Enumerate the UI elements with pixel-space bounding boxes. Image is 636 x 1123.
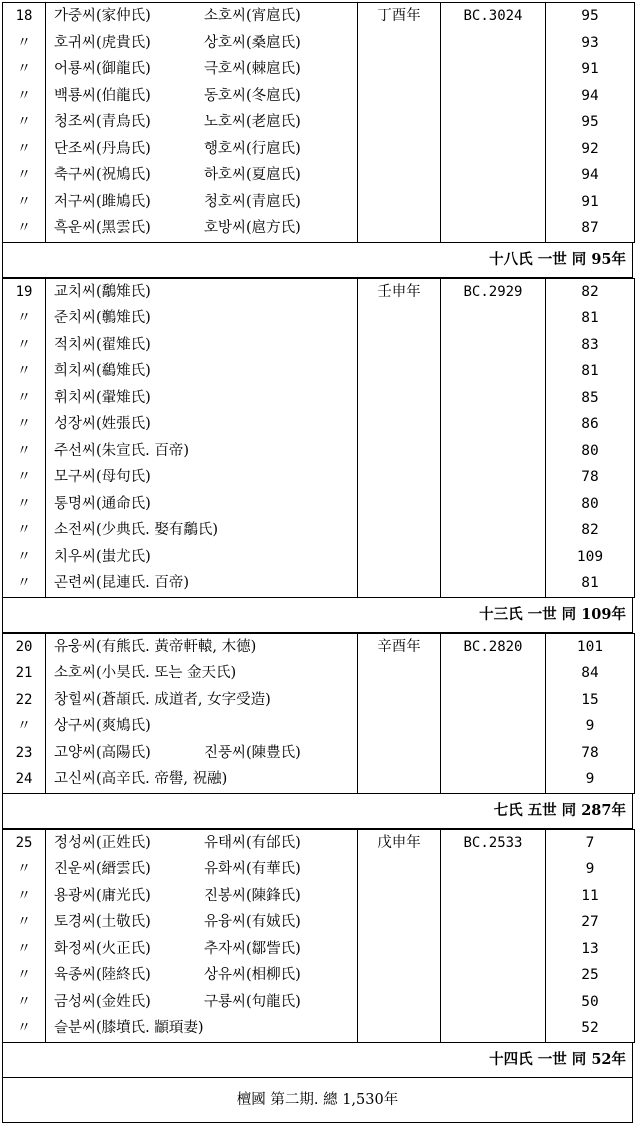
table-row (3, 438, 635, 465)
clan-name-primary: 고양씨(高陽氏) (54, 744, 151, 761)
bc-year (441, 544, 546, 571)
reign-years: 11 (546, 883, 635, 910)
clan-names-cell (46, 687, 358, 714)
reign-years: 27 (546, 909, 635, 936)
bc-year (441, 856, 546, 883)
reign-years: 78 (546, 740, 635, 767)
reign-years: 50 (546, 989, 635, 1016)
bc-year (441, 215, 546, 242)
clan-names-cell (46, 438, 358, 465)
clan-name-primary: 진운씨(縉雲氏) (54, 861, 151, 877)
clan-name-primary: 상구씨(爽鳩氏) (54, 718, 151, 734)
clan-names-cell (46, 829, 358, 856)
generation-number: 〃 (3, 936, 46, 963)
generation-number: 〃 (3, 83, 46, 110)
clan-name-primary: 주선씨(朱宣氏. 百帝) (54, 442, 190, 459)
reign-years: 52 (546, 1015, 635, 1042)
generation-number: 〃 (3, 215, 46, 242)
bc-year (441, 464, 546, 491)
generation-number: 〃 (3, 570, 46, 597)
sexagenary-year (358, 883, 441, 910)
sexagenary-year: 辛酉年 (358, 633, 441, 660)
reign-years: 83 (546, 332, 635, 359)
generation-number: 〃 (3, 56, 46, 83)
table-row (3, 909, 635, 936)
sexagenary-year (358, 385, 441, 412)
table-row (3, 3, 635, 30)
reign-years: 81 (546, 358, 635, 385)
reign-years: 95 (546, 3, 635, 30)
reign-years: 9 (546, 713, 635, 740)
sexagenary-year (358, 936, 441, 963)
generation-number: 〃 (3, 464, 46, 491)
generation-number: 〃 (3, 909, 46, 936)
clan-names-cell (46, 30, 358, 57)
group-summary (2, 243, 633, 278)
sexagenary-year (358, 305, 441, 332)
table-row (3, 358, 635, 385)
group-summary (2, 1043, 633, 1078)
table-row (3, 989, 635, 1016)
bc-year (441, 305, 546, 332)
table-row (3, 332, 635, 359)
generation-number: 〃 (3, 411, 46, 438)
sexagenary-year (358, 491, 441, 518)
table-row (3, 30, 635, 57)
sexagenary-year (358, 332, 441, 359)
clan-name-primary: 금성씨(金姓氏) (54, 993, 151, 1010)
genealogy-document (2, 2, 633, 1123)
clan-name-primary: 적치씨(翟雉氏) (54, 336, 151, 353)
table-row (3, 856, 635, 883)
clan-names-cell (46, 3, 358, 30)
generation-number: 〃 (3, 856, 46, 883)
bc-year (441, 109, 546, 136)
bc-year (441, 687, 546, 714)
clan-name-primary: 가중씨(家仲氏) (54, 8, 151, 24)
generation-number: 〃 (3, 136, 46, 163)
table-row (3, 766, 635, 793)
group-summary (2, 598, 633, 633)
bc-year (441, 962, 546, 989)
clan-name-primary: 백룡씨(伯龍氏) (54, 87, 151, 104)
sexagenary-year (358, 136, 441, 163)
reign-years: 94 (546, 162, 635, 189)
bc-year (441, 1015, 546, 1042)
bc-year: BC.2929 (441, 278, 546, 305)
bc-year (441, 713, 546, 740)
clan-name-secondary: 노호씨(老扈氏) (204, 114, 301, 130)
clan-name-secondary: 추자씨(鄒訾氏) (204, 940, 301, 957)
clan-names-cell (46, 856, 358, 883)
clan-name-primary: 치우씨(蚩尤氏) (54, 548, 151, 565)
bc-year (441, 766, 546, 793)
clan-names-cell (46, 909, 358, 936)
reign-years: 7 (546, 829, 635, 856)
bc-year: BC.3024 (441, 3, 546, 30)
table-row (3, 189, 635, 216)
reign-years: 9 (546, 766, 635, 793)
clan-name-secondary: 유태씨(有邰氏) (204, 834, 301, 851)
bc-year (441, 517, 546, 544)
clan-names-cell (46, 491, 358, 518)
table-row (3, 136, 635, 163)
table-row (3, 660, 635, 687)
bc-year (441, 740, 546, 767)
bc-year (441, 909, 546, 936)
clan-name-primary: 준치씨(鷷雉氏) (54, 310, 151, 326)
bc-year (441, 936, 546, 963)
sexagenary-year: 戊申年 (358, 829, 441, 856)
clan-names-cell (46, 136, 358, 163)
table-row (3, 1015, 635, 1042)
table-row (3, 962, 635, 989)
sexagenary-year (358, 687, 441, 714)
table-row (3, 687, 635, 714)
table-row (3, 109, 635, 136)
table-row (3, 385, 635, 412)
clan-name-primary: 흑운씨(黑雲氏) (54, 220, 151, 236)
table-row (3, 570, 635, 597)
sexagenary-year (358, 517, 441, 544)
clan-names-cell (46, 411, 358, 438)
generation-number: 〃 (3, 491, 46, 518)
reign-years: 92 (546, 136, 635, 163)
bc-year (441, 411, 546, 438)
clan-name-primary: 정성씨(正姓氏) (54, 834, 151, 851)
clan-name-primary: 육종씨(陸終氏) (54, 967, 151, 983)
reign-years: 78 (546, 464, 635, 491)
reign-years: 15 (546, 687, 635, 714)
sexagenary-year (358, 438, 441, 465)
clan-names-cell (46, 162, 358, 189)
table-row (3, 883, 635, 910)
sexagenary-year (358, 989, 441, 1016)
group-summary-text: 十四氏 一世 同 52年 (489, 1050, 626, 1068)
table-row (3, 633, 635, 660)
clan-names-cell (46, 962, 358, 989)
clan-name-primary: 모구씨(母句氏) (54, 469, 151, 485)
table-row (3, 491, 635, 518)
clan-name-primary: 저구씨(雎鳩氏) (54, 193, 151, 210)
reign-years: 91 (546, 189, 635, 216)
reign-years: 87 (546, 215, 635, 242)
generation-number: 〃 (3, 883, 46, 910)
clan-name-primary: 희치씨(鵗雉氏) (54, 363, 151, 379)
clan-names-cell (46, 740, 358, 767)
generation-number: 〃 (3, 517, 46, 544)
sexagenary-year (358, 909, 441, 936)
reign-years: 109 (546, 544, 635, 571)
reign-years: 80 (546, 438, 635, 465)
bc-year: BC.2820 (441, 633, 546, 660)
clan-names-cell (46, 332, 358, 359)
table-row (3, 544, 635, 571)
sexagenary-year (358, 83, 441, 110)
table-row (3, 464, 635, 491)
clan-name-primary: 축구씨(祝鳩氏) (54, 167, 151, 183)
table-row (3, 56, 635, 83)
bc-year (441, 570, 546, 597)
generation-number: 〃 (3, 989, 46, 1016)
clan-names-cell (46, 464, 358, 491)
table-row (3, 829, 635, 856)
generation-number: 24 (3, 766, 46, 793)
sexagenary-year (358, 962, 441, 989)
sexagenary-year (358, 660, 441, 687)
clan-name-secondary: 유화씨(有華氏) (204, 861, 301, 877)
sexagenary-year: 壬申年 (358, 278, 441, 305)
sexagenary-year (358, 189, 441, 216)
clan-name-primary: 슬분씨(膝墳氏. 顓頊妻) (54, 1020, 204, 1036)
clan-names-cell (46, 766, 358, 793)
bc-year (441, 358, 546, 385)
clan-names-cell (46, 358, 358, 385)
generation-number: 20 (3, 633, 46, 660)
clan-name-secondary: 행호씨(行扈氏) (204, 140, 301, 157)
bc-year (441, 136, 546, 163)
table-row (3, 83, 635, 110)
sexagenary-year (358, 411, 441, 438)
clan-name-secondary: 청호씨(青扈氏) (204, 193, 301, 210)
clan-name-primary: 용광씨(庸光氏) (54, 887, 151, 904)
clan-names-cell (46, 883, 358, 910)
sexagenary-year (358, 109, 441, 136)
reign-years: 94 (546, 83, 635, 110)
clan-names-cell (46, 83, 358, 110)
group-summary-text: 十三氏 一世 同 109年 (479, 605, 626, 623)
reign-years: 25 (546, 962, 635, 989)
generation-number: 〃 (3, 1015, 46, 1042)
sexagenary-year (358, 56, 441, 83)
table-row (3, 305, 635, 332)
clan-name-primary: 고신씨(高辛氏. 帝嚳, 祝融) (54, 771, 228, 787)
reign-years: 80 (546, 491, 635, 518)
clan-name-primary: 단조씨(丹鳥氏) (54, 140, 151, 157)
reign-years: 81 (546, 305, 635, 332)
table-row (3, 740, 635, 767)
generation-number: 25 (3, 829, 46, 856)
clan-names-cell (46, 56, 358, 83)
sexagenary-year (358, 766, 441, 793)
group-summary-text: 七氏 五世 同 287年 (493, 801, 626, 819)
reign-years: 86 (546, 411, 635, 438)
sexagenary-year (358, 162, 441, 189)
clan-name-primary: 호귀씨(虎貴氏) (54, 34, 151, 51)
clan-names-cell (46, 305, 358, 332)
clan-names-cell (46, 570, 358, 597)
table-row (3, 936, 635, 963)
clan-name-secondary: 유융씨(有娀氏) (204, 914, 301, 930)
clan-name-secondary: 하호씨(夏扈氏) (204, 167, 301, 183)
clan-name-primary: 휘치씨(翬雉氏) (54, 389, 151, 406)
bc-year (441, 883, 546, 910)
bc-year (441, 30, 546, 57)
generation-number: 19 (3, 278, 46, 305)
generation-number: 18 (3, 3, 46, 30)
reign-years: 85 (546, 385, 635, 412)
clan-name-secondary: 호방씨(扈方氏) (204, 220, 301, 236)
sexagenary-year: 丁酉年 (358, 3, 441, 30)
sexagenary-year (358, 856, 441, 883)
reign-years: 101 (546, 633, 635, 660)
bc-year (441, 660, 546, 687)
bc-year (441, 491, 546, 518)
clan-name-primary: 유웅씨(有熊氏. 黃帝軒轅, 木德) (54, 638, 257, 655)
clan-name-primary: 청조씨(青鳥氏) (54, 114, 151, 130)
generation-number: 23 (3, 740, 46, 767)
sexagenary-year (358, 544, 441, 571)
reign-years: 91 (546, 56, 635, 83)
table-row (3, 215, 635, 242)
clan-names-cell (46, 517, 358, 544)
reign-years: 84 (546, 660, 635, 687)
clan-name-secondary: 동호씨(冬扈氏) (204, 87, 301, 104)
table-row (3, 517, 635, 544)
clan-name-primary: 소호씨(小昊氏. 또는 金天氏) (54, 665, 237, 681)
clan-name-secondary: 진풍씨(陳豊氏) (204, 744, 301, 761)
sexagenary-year (358, 713, 441, 740)
sexagenary-year (358, 358, 441, 385)
genealogy-table-group-3 (2, 633, 635, 794)
reign-years: 82 (546, 517, 635, 544)
clan-names-cell (46, 936, 358, 963)
clan-name-primary: 곤련씨(昆連氏. 百帝) (54, 575, 190, 591)
reign-years: 82 (546, 278, 635, 305)
clan-names-cell (46, 660, 358, 687)
generation-number: 〃 (3, 544, 46, 571)
generation-number: 22 (3, 687, 46, 714)
reign-years: 9 (546, 856, 635, 883)
clan-names-cell (46, 189, 358, 216)
bc-year (441, 189, 546, 216)
clan-name-primary: 어룡씨(御龍氏) (54, 61, 151, 77)
clan-name-primary: 토경씨(土敬氏) (54, 914, 151, 930)
generation-number: 〃 (3, 189, 46, 216)
clan-names-cell (46, 989, 358, 1016)
reign-years: 95 (546, 109, 635, 136)
bc-year (441, 989, 546, 1016)
generation-number: 〃 (3, 332, 46, 359)
group-summary-text: 十八氏 一世 同 95年 (489, 250, 626, 268)
clan-name-secondary: 극호씨(棘扈氏) (204, 61, 301, 77)
generation-number: 〃 (3, 713, 46, 740)
clan-name-primary: 화정씨(火正氏) (54, 940, 151, 957)
generation-number: 〃 (3, 305, 46, 332)
clan-name-secondary: 소호씨(宵扈氏) (204, 8, 301, 24)
bc-year (441, 332, 546, 359)
clan-name-secondary: 구룡씨(句龍氏) (204, 993, 301, 1010)
clan-names-cell (46, 385, 358, 412)
genealogy-table-group-1 (2, 2, 635, 243)
table-row (3, 278, 635, 305)
generation-number: 〃 (3, 438, 46, 465)
sexagenary-year (358, 30, 441, 57)
reign-years: 81 (546, 570, 635, 597)
reign-years: 13 (546, 936, 635, 963)
clan-names-cell (46, 278, 358, 305)
reign-years: 93 (546, 30, 635, 57)
final-total-text: 檀國 第二期. 總 1,530年 (236, 1091, 399, 1108)
sexagenary-year (358, 464, 441, 491)
clan-names-cell (46, 109, 358, 136)
sexagenary-year (358, 1015, 441, 1042)
clan-names-cell (46, 1015, 358, 1042)
generation-number: 〃 (3, 109, 46, 136)
bc-year (441, 83, 546, 110)
generation-number: 〃 (3, 30, 46, 57)
final-total (2, 1078, 633, 1123)
clan-name-secondary: 진봉씨(陳鋒氏) (204, 887, 301, 904)
clan-names-cell (46, 633, 358, 660)
sexagenary-year (358, 740, 441, 767)
clan-name-primary: 교치씨(鷮雉氏) (54, 283, 151, 300)
bc-year (441, 438, 546, 465)
clan-name-primary: 성장씨(姓張氏) (54, 416, 151, 432)
clan-name-secondary: 상유씨(相柳氏) (204, 967, 301, 983)
genealogy-table-group-4 (2, 829, 635, 1043)
group-summary (2, 794, 633, 829)
sexagenary-year (358, 570, 441, 597)
clan-name-primary: 통명씨(通命氏) (54, 495, 151, 512)
generation-number: 21 (3, 660, 46, 687)
generation-number: 〃 (3, 962, 46, 989)
bc-year: BC.2533 (441, 829, 546, 856)
clan-names-cell (46, 215, 358, 242)
bc-year (441, 56, 546, 83)
generation-number: 〃 (3, 358, 46, 385)
bc-year (441, 162, 546, 189)
clan-name-primary: 소전씨(少典氏. 娶有鷮氏) (54, 522, 219, 538)
clan-name-primary: 창힐씨(蒼頡氏. 成道者, 女字受造) (54, 691, 271, 708)
clan-names-cell (46, 544, 358, 571)
genealogy-table-group-2 (2, 278, 635, 598)
table-row (3, 162, 635, 189)
clan-names-cell (46, 713, 358, 740)
table-row (3, 713, 635, 740)
generation-number: 〃 (3, 385, 46, 412)
clan-name-secondary: 상호씨(桑扈氏) (204, 34, 301, 51)
sexagenary-year (358, 215, 441, 242)
bc-year (441, 385, 546, 412)
table-row (3, 411, 635, 438)
generation-number: 〃 (3, 162, 46, 189)
